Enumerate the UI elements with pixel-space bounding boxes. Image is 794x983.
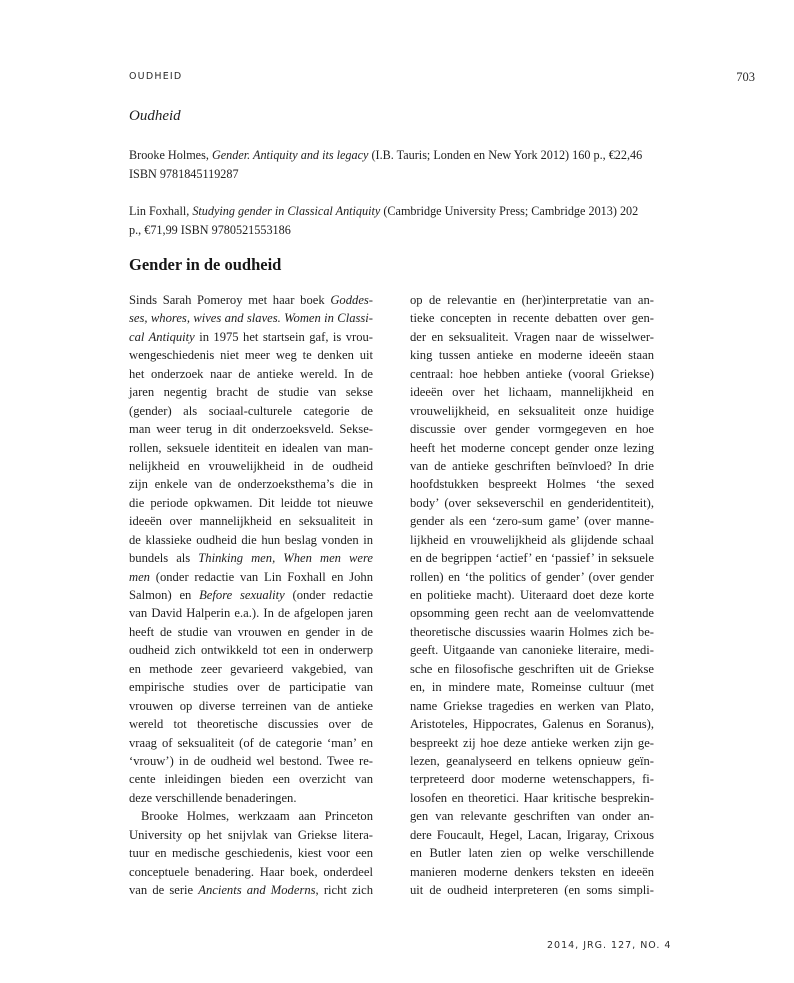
text-line	[129, 789, 373, 807]
text-segment: nelijkheid en vrouwelijkheid in de oudheid	[129, 458, 373, 473]
text-segment: ideeën over mannelijkheid en seksualiteit in	[129, 514, 373, 529]
text-segment: tuur en medische geschiedenis, kiest voor een	[129, 846, 373, 861]
text-segment: de klassieke oudheid die hun beslag vonden in	[129, 532, 373, 547]
text-segment: wereld tot theoretische discussies over de	[129, 717, 373, 732]
text-segment: name Griekse tragedies en werken van Plato,	[410, 698, 654, 713]
text-line	[129, 420, 373, 438]
text-line	[410, 365, 654, 383]
italic-text: ses, whores, wives and slaves. Women in Classi-	[129, 311, 373, 326]
text-line	[129, 770, 373, 788]
text-segment: king tussen antieke en moderne ideeën staan	[410, 348, 654, 363]
text-line	[410, 604, 654, 622]
text-segment: Aristoteles, Hippocrates, Galenus en Soranus),	[410, 717, 654, 732]
text-segment: (gender) als sociaal-culturele categorie de	[129, 403, 373, 418]
text-segment: van David Halperin e.a.). In de afgelopen jaren	[129, 606, 373, 621]
text-line	[410, 383, 654, 401]
text-segment: (onder redactie	[284, 588, 373, 602]
text-segment: dere Foucault, Hegel, Lacan, Irigaray, Crixous	[410, 827, 654, 842]
text-line	[129, 365, 373, 383]
text-segment: van de serie	[129, 883, 199, 897]
book-reference	[129, 146, 689, 184]
text-line	[410, 734, 654, 752]
body-column-right	[410, 291, 654, 899]
text-segment: en de begrippen ‘actief’ en ‘passief’ in seksuele	[410, 551, 654, 566]
text-segment: ideeën over het lichaam, mannelijkheid en	[410, 385, 654, 400]
text-segment: lezen, geanalyseerd en telkens opnieuw geïn-	[410, 753, 654, 768]
text-line	[129, 678, 373, 696]
text-segment: discussie over gender vormgegeven en hoe	[410, 422, 654, 437]
body-column-left	[129, 291, 373, 899]
text-line	[129, 457, 373, 475]
text-segment: University op het snijvlak van Griekse litera-	[129, 827, 373, 842]
text-line	[410, 420, 654, 438]
book-reference	[129, 202, 689, 240]
text-line	[129, 475, 373, 493]
text-line	[410, 439, 654, 457]
page-number: 703	[736, 70, 755, 84]
text-line	[129, 568, 373, 586]
article-title: Gender in de oudheid	[129, 255, 282, 274]
text-segment: heeft het moderne concept gender onze lezing	[410, 440, 654, 455]
text-line	[410, 328, 654, 346]
text-segment: deze verschillende benaderingen.	[129, 790, 297, 805]
text-line	[129, 826, 373, 844]
text-line	[410, 660, 654, 678]
book-title: Studying gender in Classical Antiquity	[192, 204, 381, 218]
text-segment: hoofdstukken bespreekt Holmes ‘the sexed	[410, 477, 654, 492]
text-line	[129, 383, 373, 401]
italic-text: Ancients and Moderns	[198, 883, 316, 897]
text-segment: terpreteerd door moderne wetenschappers, fi-	[410, 772, 654, 787]
text-segment: van de antieke geschriften beïnvloed? In drie	[410, 458, 654, 473]
text-line	[129, 752, 373, 770]
text-segment: jaren negentig bracht de studie van sekse	[129, 385, 373, 400]
text-line	[410, 531, 654, 549]
text-segment: opsomming geen recht aan de veelomvattende	[410, 606, 654, 621]
book-author: Brooke Holmes,	[129, 148, 212, 162]
text-line	[129, 291, 373, 309]
text-line	[410, 309, 654, 327]
text-line	[129, 512, 373, 530]
text-segment: theoretische discussies waarin Holmes zich be-	[410, 624, 654, 639]
text-line	[410, 881, 654, 899]
text-line	[410, 549, 654, 567]
italic-text: Goddes-	[330, 293, 373, 307]
text-segment: bundels als	[129, 551, 199, 566]
book-author: Lin Foxhall,	[129, 204, 193, 218]
text-line	[410, 826, 654, 844]
text-line	[129, 494, 373, 512]
text-segment: uit de oudheid interpreteren (en soms simpli-	[410, 883, 654, 897]
text-line	[129, 881, 373, 899]
text-segment: geeft. Uitgaande van canonieke literaire, medi-	[410, 643, 654, 658]
text-line	[410, 457, 654, 475]
text-segment: en politieke macht). Uiteraard doet deze korte	[410, 588, 654, 602]
text-line	[129, 346, 373, 364]
text-segment: het onderzoek naar de antieke wereld. In de	[129, 366, 373, 381]
text-segment: , richt zich	[315, 883, 374, 897]
text-segment: centraal: hoe hebben antieke (vooral Griekse)	[410, 366, 654, 381]
text-line	[410, 641, 654, 659]
text-segment: en methode zeer gevarieerd vakgebied, van	[129, 661, 373, 676]
text-line	[410, 623, 654, 641]
text-line	[410, 807, 654, 825]
text-segment: wengeschiedenis niet meer weg te denken uit	[129, 348, 373, 363]
italic-text: men	[129, 569, 150, 584]
text-line	[129, 715, 373, 733]
text-segment: cente inleidingen bieden een overzicht van	[129, 772, 373, 787]
text-segment: body’ (over sekseverschil en genderidentiteit),	[410, 495, 654, 510]
text-line	[410, 770, 654, 788]
text-segment: en Butler laten zien op welke verschillende	[410, 846, 654, 861]
text-line	[129, 807, 373, 825]
text-segment: op de relevantie en (her)interpretatie van an-	[410, 293, 654, 307]
text-line	[129, 309, 373, 327]
text-line	[410, 697, 654, 715]
text-segment: conceptuele benadering. Haar boek, onderdeel	[129, 864, 373, 879]
book-details: (Cambridge University Press; Cambridge 2013) 202	[380, 204, 639, 218]
italic-text: Thinking men, When men were	[198, 551, 374, 566]
text-line	[410, 568, 654, 586]
text-segment: bespreekt zij hoe deze antieke werken zijn ge-	[410, 735, 654, 750]
text-line	[129, 586, 373, 604]
text-line	[410, 678, 654, 696]
text-segment: en, in mindere mate, Romeinse cultuur (met	[410, 680, 654, 695]
text-segment: Brooke Holmes, werkzaam aan Princeton	[141, 809, 373, 824]
text-line	[410, 844, 654, 862]
text-line	[410, 475, 654, 493]
text-segment: gender als een ‘zero-sum game’ (over manne-	[410, 514, 654, 529]
text-line	[410, 346, 654, 364]
text-line	[410, 512, 654, 530]
journal-issue-footer: 2014, JRG. 127, NO. 4	[547, 940, 672, 951]
text-segment: tieke concepten in recente debatten over gen-	[410, 311, 654, 326]
text-segment: lijkheid en vrouwelijkheid als glijdende schaal	[410, 532, 654, 547]
text-segment: sche en filosofische geschriften uit de Griekse	[410, 661, 654, 676]
running-head: OUDHEID	[129, 71, 183, 82]
text-line	[129, 623, 373, 641]
text-line	[129, 531, 373, 549]
text-segment: gen van relevante geschriften van onder an-	[410, 809, 654, 824]
italic-text: Before sexuality	[199, 588, 285, 602]
text-segment: vrouwen op diverse terreinen van de antieke	[129, 698, 373, 713]
text-segment: Sinds Sarah Pomeroy met haar boek	[129, 293, 331, 307]
text-segment: manieren moderne denkers teksten en ideeën	[410, 864, 654, 879]
text-segment: vrouwelijkheid, en seksualiteit onze huidige	[410, 403, 654, 418]
text-line	[129, 549, 373, 567]
text-line	[410, 402, 654, 420]
text-line	[410, 291, 654, 309]
text-segment: vraag of seksualiteit (of de categorie ‘man’ en	[129, 735, 373, 750]
section-title: Oudheid	[129, 108, 181, 124]
text-line	[129, 697, 373, 715]
book-isbn: ISBN 9781845119287	[129, 167, 239, 181]
text-line	[129, 439, 373, 457]
text-line	[129, 402, 373, 420]
text-line	[129, 328, 373, 346]
text-segment: ‘vrouw’) in de oudheid wel bestond. Twee re-	[129, 753, 373, 768]
text-line	[129, 660, 373, 678]
italic-text: cal Antiquity	[129, 329, 195, 344]
text-segment: der en seksualiteit. Vragen naar de wisselwer-	[410, 329, 654, 344]
book-details: (I.B. Tauris; Londen en New York 2012) 160 p., €22,46	[368, 148, 643, 162]
text-line	[129, 844, 373, 862]
text-segment: losofen en theoretici. Haar kritische besprekin-	[410, 790, 654, 805]
text-line	[410, 586, 654, 604]
text-segment: die periode opkwamen. Dit leidde tot nieuwe	[129, 495, 373, 510]
text-line	[410, 715, 654, 733]
text-segment: in 1975 het startsein gaf, is vrou-	[194, 329, 373, 344]
text-segment: man weer terug in dit onderzoeksveld. Sekse-	[129, 422, 373, 437]
text-segment: zijn enkele van de onderzoeksthema’s die in	[129, 477, 373, 492]
text-line	[410, 494, 654, 512]
book-title: Gender. Antiquity and its legacy	[211, 148, 369, 162]
text-segment: oudheid zich ontwikkeld tot een in onderwerp	[129, 643, 373, 658]
text-line	[410, 752, 654, 770]
book-isbn: p., €71,99 ISBN 9780521553186	[129, 223, 291, 237]
text-line	[129, 641, 373, 659]
text-line	[129, 863, 373, 881]
text-segment: rollen) en ‘the politics of gender’ (over gender	[410, 569, 654, 584]
text-line	[410, 863, 654, 881]
text-segment: empirische studies over de participatie van	[129, 680, 373, 695]
text-line	[129, 734, 373, 752]
text-segment: Salmon) en	[129, 588, 200, 602]
text-segment: rollen, seksuele identiteit en idealen van man-	[129, 440, 373, 455]
text-segment: (onder redactie van Lin Foxhall en John	[149, 569, 373, 584]
text-line	[410, 789, 654, 807]
text-line	[129, 604, 373, 622]
text-segment: heeft de studie van vrouwen en gender in de	[129, 624, 373, 639]
